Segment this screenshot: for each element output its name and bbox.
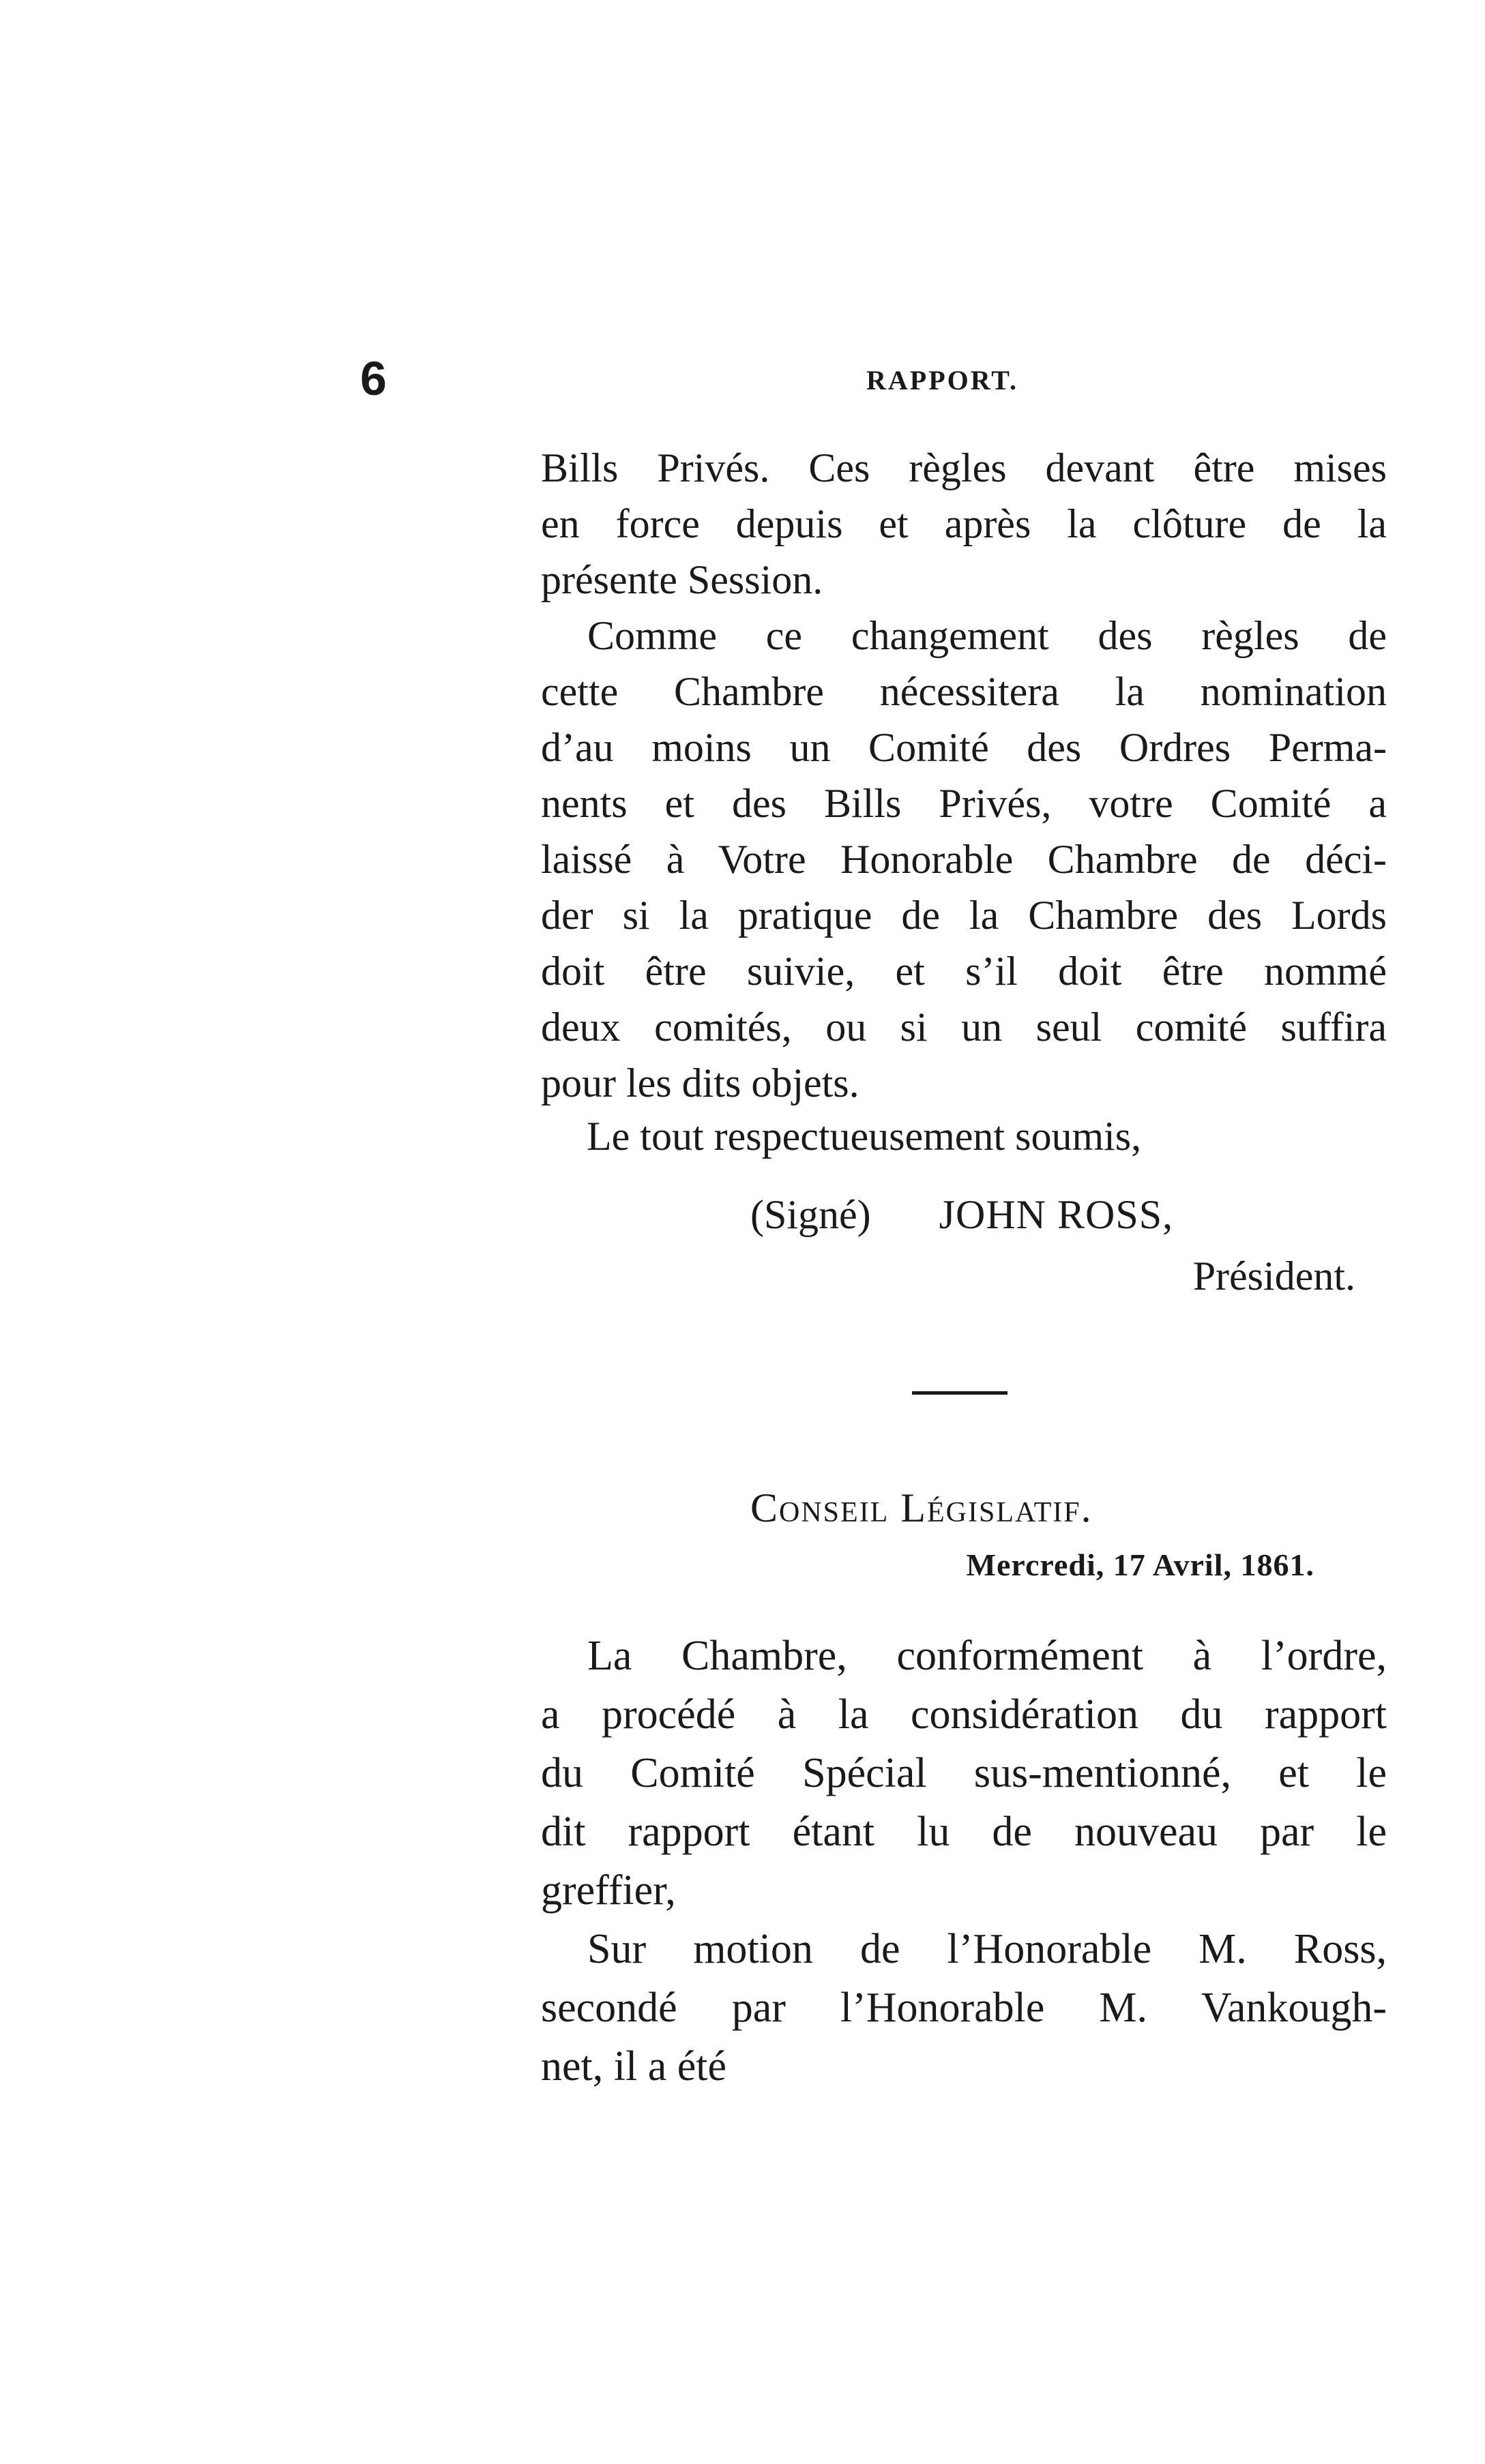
text-line: Sur motion de l’Honorable M. Ross, bbox=[587, 1926, 1387, 1972]
text-line: pour les dits objets. bbox=[541, 1060, 859, 1105]
text-line: présente Session. bbox=[541, 557, 823, 602]
text-line: secondé par l’Honorable M. Vankough- bbox=[541, 1985, 1387, 2031]
session-date: Mercredi, 17 Avril, 1861. bbox=[966, 1547, 1314, 1582]
text-line: La Chambre, conformément à l’ordre, bbox=[587, 1633, 1387, 1679]
signatory-title: Président. bbox=[1192, 1253, 1355, 1298]
text-line: net, il a été bbox=[541, 2043, 726, 2090]
signed-label: (Signé) bbox=[750, 1192, 871, 1237]
page-number: 6 bbox=[360, 352, 387, 405]
text-line: laissé à Votre Honorable Chambre de déci- bbox=[541, 837, 1387, 882]
text-line: nents et des Bills Privés, votre Comité a bbox=[541, 781, 1387, 826]
text-line: cette Chambre nécessitera la nomination bbox=[541, 669, 1387, 714]
text-line: Comme ce changement des règles de bbox=[587, 613, 1387, 658]
text-line: dit rapport étant lu de nouveau par le bbox=[541, 1809, 1387, 1855]
report-text bbox=[541, 440, 1387, 1111]
text-line: a procédé à la considération du rapport bbox=[541, 1691, 1387, 1738]
text-line: d’au moins un Comité des Ordres Perma- bbox=[541, 725, 1387, 770]
signature-line bbox=[750, 1187, 1173, 1243]
section-heading: Conseil Législatif. bbox=[750, 1485, 1093, 1530]
running-head: RAPPORT. bbox=[866, 365, 1018, 396]
closing-line: Le tout respectueusement soumis, bbox=[587, 1114, 1142, 1159]
text-line: deux comités, ou si un seul comité suffira bbox=[541, 1005, 1387, 1050]
text-line: en force depuis et après la clôture de la bbox=[541, 501, 1387, 546]
text-line: du Comité Spécial sus-mentionné, et le bbox=[541, 1750, 1387, 1796]
signatory-name: JOHN ROSS, bbox=[939, 1192, 1174, 1237]
text-line: doit être suivie, et s’il doit être nommé bbox=[541, 949, 1387, 994]
text-line: Bills Privés. Ces règles devant être mises bbox=[541, 445, 1387, 490]
section-divider bbox=[912, 1391, 1008, 1395]
text-line: greffier, bbox=[541, 1867, 676, 1914]
minutes-text bbox=[541, 1627, 1387, 2096]
text-line: der si la pratique de la Chambre des Lords bbox=[541, 893, 1387, 938]
